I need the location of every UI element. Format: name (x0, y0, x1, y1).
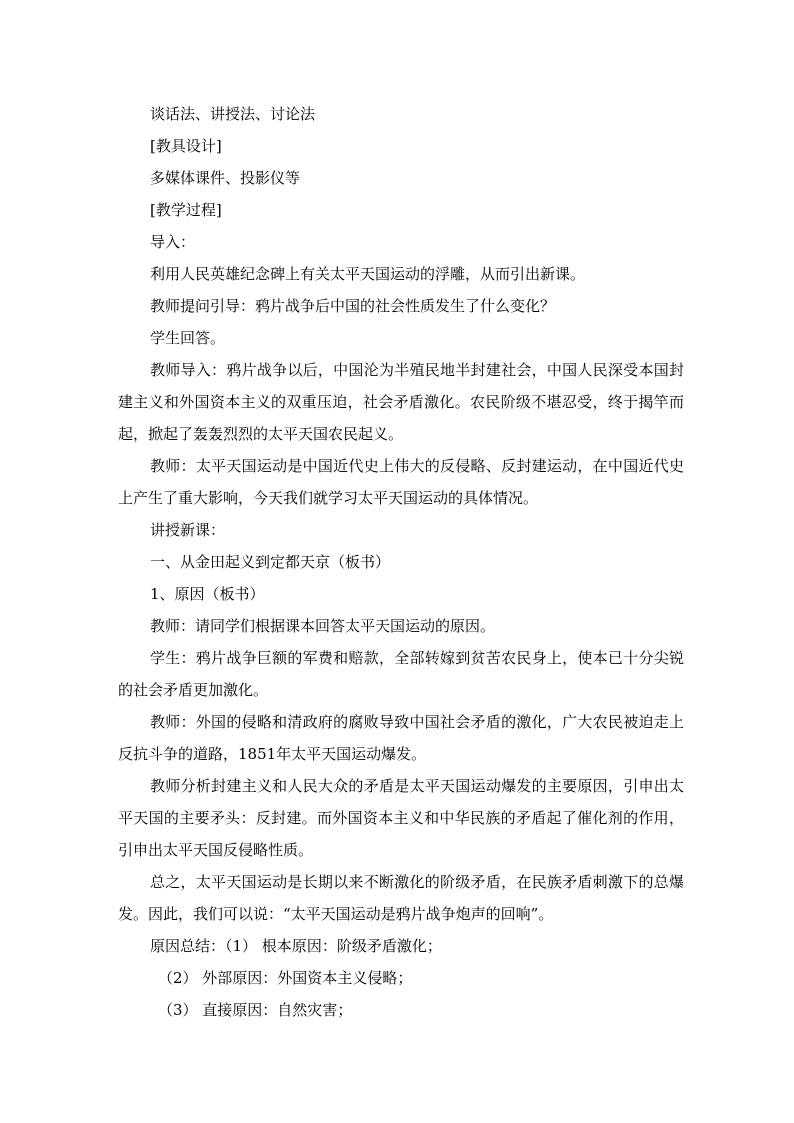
paragraph: 学生回答。 (150, 329, 226, 347)
summary-item: （2） 外部原因：外国资本主义侵略； (158, 969, 413, 987)
paragraph: 教师导入：鸦片战争以后，中国沦为半殖民地半封建社会，中国人民深受本国封建主义和外国资本主义的双重压迫，社会矛盾激化。农民阶级不堪忍受，终于揭竿而起，掀起了轰轰烈烈的太平天国农民起义。 (118, 361, 684, 443)
section-heading: 一、从金田起义到定都天京（板书） (150, 553, 391, 571)
subsection-heading: 1、原因（板书） (150, 585, 265, 603)
new-lesson-heading: 讲授新课： (150, 521, 226, 539)
paragraph: 学生：鸦片战争巨额的军费和赔款，全部转嫁到贫苦农民身上，使本已十分尖锐的社会矛盾更加激化。 (118, 649, 684, 699)
paragraph: 教师分析封建主义和人民大众的矛盾是太平天国运动爆发的主要原因，引申出太平天国的主要矛头：反封建。而外国资本主义和中华民族的矛盾起了催化剂的作用，引申出太平天国反侵略性质。 (118, 777, 684, 859)
paragraph: 教师提问引导：鸦片战争后中国的社会性质发生了什么变化？ (150, 297, 556, 315)
intro-heading: 导入： (150, 233, 196, 251)
paragraph: 教师：太平天国运动是中国近代史上伟大的反侵略、反封建运动，在中国近代史上产生了重大影响，今天我们就学习太平天国运动的具体情况。 (118, 457, 684, 507)
process-heading: [教学过程] (150, 201, 222, 219)
paragraph: 教师：外国的侵略和清政府的腐败导致中国社会矛盾的激化，广大农民被迫走上反抗斗争的道路，1851年太平天国运动爆发。 (118, 713, 684, 763)
tools-heading: [教具设计] (150, 137, 222, 155)
paragraph: 教师：请同学们根据课本回答太平天国运动的原因。 (150, 617, 496, 635)
paragraph: 总之，太平天国运动是长期以来不断激化的阶级矛盾，在民族矛盾刺激下的总爆发。因此，我们可以说：“太平天国运动是鸦片战争炮声的回响”。 (118, 873, 684, 923)
document-body (118, 98, 684, 1026)
summary-item: （3） 直接原因：自然灾害； (158, 1001, 353, 1019)
tools-text: 多媒体课件、投影仪等 (150, 169, 301, 187)
paragraph: 利用人民英雄纪念碑上有关太平天国运动的浮雕，从而引出新课。 (150, 265, 586, 283)
summary-item: 原因总结：（1） 根本原因：阶级矛盾激化； (150, 937, 442, 955)
teaching-methods: 谈话法、讲授法、讨论法 (150, 105, 316, 123)
